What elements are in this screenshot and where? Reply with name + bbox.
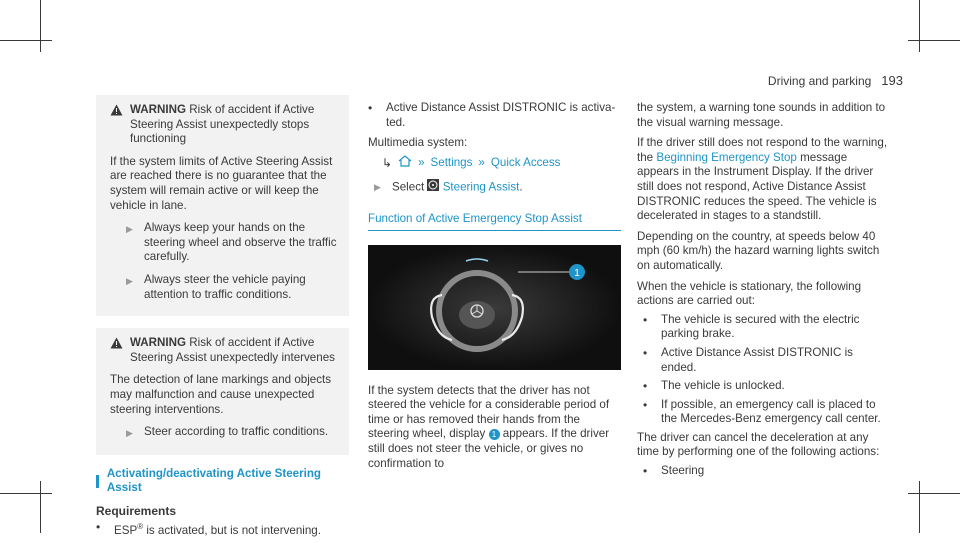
section-bar (96, 475, 99, 488)
figure-title: Function of Active Emergency Stop Assist (368, 212, 621, 231)
list-item: • Active Distance Assist DISTRONIC is activated. (368, 101, 616, 129)
crop-mark (908, 493, 960, 494)
warning-text: Risk of accident if Active Steering Assist unexpectedly stops functioning (130, 103, 315, 146)
chevron-right-icon: » (478, 155, 485, 169)
warning-label: WARNING (130, 336, 187, 350)
warning-text: Risk of accident if Active Steering Assist unexpectedly intervenes (130, 336, 335, 364)
paragraph: The driver can cancel the deceleration at any time by performing one of the following actions: (637, 430, 880, 459)
menu-path (382, 155, 621, 172)
crop-mark (0, 493, 52, 494)
list-item: • If possible, an emergency call is placed to the Mercedes-Benz emergency call center. (643, 397, 881, 426)
warning-box (96, 328, 349, 455)
warning-body: The detection of lane markings and objects may malfunction and cause unexpected steering interventions. (110, 373, 332, 416)
list-item: • Steering (643, 464, 705, 479)
requirements-heading: Requirements (96, 503, 177, 518)
action-arrow-icon: ▶ (126, 275, 133, 286)
paragraph: Depending on the country, at speeds below 40 mph (60 km/h) the hazard warning lights switch on automatically. (637, 229, 880, 272)
steering-wheel-figure (368, 245, 621, 370)
steering-wheel-icon (427, 179, 439, 196)
action-arrow-icon: ▶ (374, 182, 381, 193)
action-item: ▶ Select Steering Assist. (374, 179, 621, 196)
column-2 (368, 101, 621, 477)
home-icon (398, 155, 412, 172)
crop-mark (919, 481, 920, 533)
warning-triangle-icon (110, 336, 124, 365)
figure-callout-1: 1 (574, 267, 580, 279)
list-item: • Active Distance Assist DISTRONIC is ended. (643, 345, 853, 374)
paragraph: If the driver still does not respond to the warning, the Beginning Emergency Stop message appears in the Instrument Display. If the driver still does not respond, Active Distance Assist DISTRONIC reduces the speed. The vehicle is decelerated in stages to a standstill. (637, 136, 888, 223)
action-arrow-icon: ▶ (126, 428, 133, 439)
chevron-right-icon: » (418, 155, 425, 169)
return-arrow-icon: ↳ (382, 155, 393, 170)
action-item: ▶ Always steer the vehicle paying attention to traffic conditions. (126, 272, 306, 301)
warning-box (96, 95, 349, 316)
column-1 (96, 95, 349, 543)
crop-mark (40, 481, 41, 533)
list-item: • The vehicle is unlocked. (643, 379, 785, 394)
paragraph: If the system detects that the driver has not steered the vehicle for a considerable period of time or has removed their hands from the steering wheel, display 1 appears. If the driver still does not steer the vehicle, or gives no confirmation to (368, 383, 610, 470)
steering-assist-link[interactable]: Steering Assist (442, 180, 520, 194)
crop-mark (919, 0, 920, 52)
page-number: 193 (881, 73, 903, 88)
paragraph: the system, a warning tone sounds in addition to the visual warning message. (637, 101, 886, 129)
action-arrow-icon: ▶ (126, 224, 133, 235)
menu-quick-access[interactable]: Quick Access (490, 155, 561, 169)
section-heading: Activating/deactivating Active Steering Assist (96, 467, 349, 496)
callout-badge-1: 1 (489, 429, 500, 440)
crop-mark (0, 40, 52, 41)
paragraph: When the vehicle is stationary, the following actions are carried out: (637, 279, 862, 308)
column-3 (637, 101, 889, 483)
crop-mark (40, 0, 41, 52)
emergency-stop-message: Beginning Emergency Stop (656, 150, 797, 164)
warning-label: WARNING (130, 103, 187, 116)
multimedia-label: Multimedia system: (368, 136, 468, 150)
warning-body: If the system limits of Active Steering Assist are reached there is no guarantee that the system will remain active or will keep the vehicle in lane. (110, 154, 333, 212)
menu-settings[interactable]: Settings (430, 155, 473, 169)
list-item: • The vehicle is secured with the electric parking brake. (643, 312, 860, 341)
section-name: Driving and parking (767, 74, 872, 88)
action-item: ▶ Always keep your hands on the steering wheel and observe the traffic carefully. (126, 221, 337, 264)
warning-triangle-icon (110, 103, 124, 147)
steering-wheel-illustration (368, 245, 621, 370)
crop-mark (908, 40, 960, 41)
page-header (768, 73, 903, 88)
action-item: ▶ Steer according to traffic conditions. (126, 425, 339, 441)
requirement-item: • ESP® is activated, but is not intervening. (96, 520, 321, 538)
